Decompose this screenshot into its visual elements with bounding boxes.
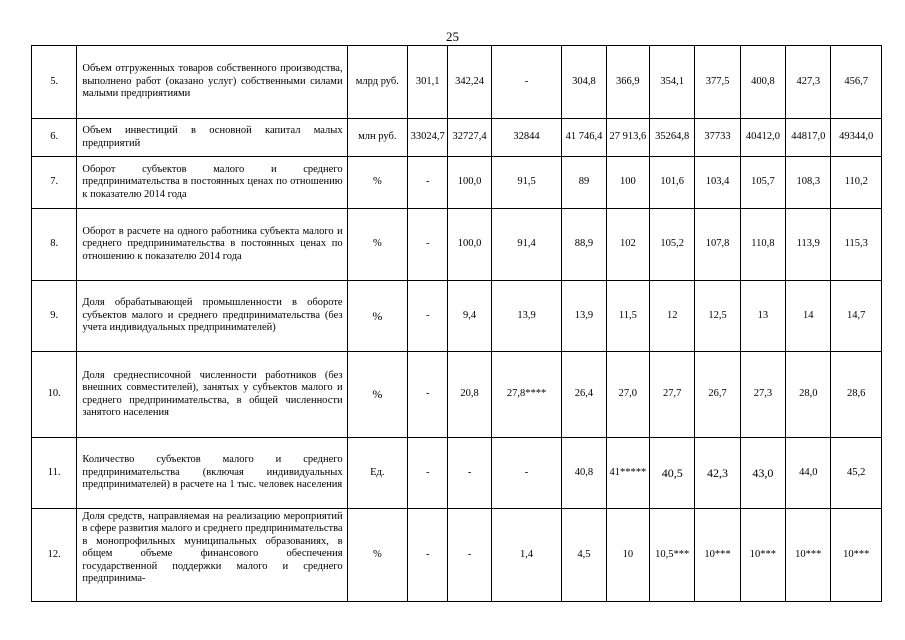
value-cell: 456,7 [831,46,882,119]
value-cell: 103,4 [695,157,740,209]
row-number: 8. [32,209,77,281]
value-cell: 110,8 [740,209,785,281]
value-cell: 100,0 [448,157,491,209]
unit-cell: % [347,352,407,438]
value-cell: - [408,281,448,352]
indicator-name: Доля среднесписочной численности работников (без внешних совместителей), занятых у субъектов малого и среднего предпринимательства, в общей численности занятого населения [77,352,347,438]
indicator-name: Оборот в расчете на одного работника субъекта малого и среднего предпринимательства в постоянных ценах по отношению к показателю 2014 года [77,209,347,281]
row-number: 5. [32,46,77,119]
value-cell: 40412,0 [740,119,785,157]
value-cell: 1,4 [491,509,562,602]
value-cell: 26,7 [695,352,740,438]
table-row [32,46,882,119]
indicator-name: Объем отгруженных товаров собственного производства, выполнено работ (оказано услуг) собственными силами малыми предприятиями [77,46,347,119]
value-cell: 4,5 [562,509,606,602]
table-row [32,209,882,281]
unit-cell: млрд руб. [347,46,407,119]
value-cell: 113,9 [786,209,831,281]
row-number: 11. [32,438,77,509]
value-cell: 108,3 [786,157,831,209]
unit-cell: % [347,509,407,602]
row-number: 9. [32,281,77,352]
table-row [32,352,882,438]
value-cell: 28,0 [786,352,831,438]
value-cell: 44817,0 [786,119,831,157]
row-number: 10. [32,352,77,438]
value-cell: 427,3 [786,46,831,119]
value-cell: 27,7 [650,352,695,438]
value-cell: 41***** [606,438,649,509]
value-cell: 366,9 [606,46,649,119]
value-cell: 105,7 [740,157,785,209]
value-cell: - [448,509,491,602]
value-cell: 100 [606,157,649,209]
value-cell: 342,24 [448,46,491,119]
value-cell: 45,2 [831,438,882,509]
value-cell: 12 [650,281,695,352]
table-row [32,281,882,352]
value-cell: 26,4 [562,352,606,438]
value-cell: - [408,209,448,281]
value-cell: 107,8 [695,209,740,281]
row-number: 12. [32,509,77,602]
row-number: 7. [32,157,77,209]
value-cell: 32727,4 [448,119,491,157]
value-cell: 27,8**** [491,352,562,438]
value-cell: 27 913,6 [606,119,649,157]
value-cell: 40,8 [562,438,606,509]
value-cell: 91,5 [491,157,562,209]
value-cell: 304,8 [562,46,606,119]
value-cell: 37733 [695,119,740,157]
value-cell: - [491,438,562,509]
table-row [32,509,882,602]
value-cell: 10*** [695,509,740,602]
indicator-name: Доля обрабатывающей промышленности в обороте субъектов малого и среднего предпринимательства (без учета индивидуальных предпринимателей) [77,281,347,352]
unit-cell: млн руб. [347,119,407,157]
indicator-name: Количество субъектов малого и среднего предпринимательства (включая индивидуальных предпринимателей) в расчете на 1 тыс. человек населения [77,438,347,509]
value-cell: 115,3 [831,209,882,281]
value-cell: 12,5 [695,281,740,352]
value-cell: - [408,157,448,209]
value-cell: 14 [786,281,831,352]
value-cell: 28,6 [831,352,882,438]
value-cell: 27,3 [740,352,785,438]
row-number: 6. [32,119,77,157]
value-cell: 10,5*** [650,509,695,602]
value-cell: 49344,0 [831,119,882,157]
indicator-name: Объем инвестиций в основной капитал малых предприятий [77,119,347,157]
value-cell: 9,4 [448,281,491,352]
unit-cell: % [347,281,407,352]
value-cell: 33024,7 [408,119,448,157]
value-cell: 44,0 [786,438,831,509]
indicators-table [31,45,882,602]
value-cell: 110,2 [831,157,882,209]
value-cell: 32844 [491,119,562,157]
value-cell: 41 746,4 [562,119,606,157]
value-cell: 43,0 [740,438,785,509]
value-cell: 101,6 [650,157,695,209]
value-cell: 100,0 [448,209,491,281]
value-cell: 400,8 [740,46,785,119]
value-cell: 10*** [786,509,831,602]
value-cell: - [408,438,448,509]
value-cell: 88,9 [562,209,606,281]
value-cell: 13,9 [491,281,562,352]
unit-cell: % [347,209,407,281]
value-cell: 13,9 [562,281,606,352]
table-row [32,438,882,509]
value-cell: - [448,438,491,509]
unit-cell: Ед. [347,438,407,509]
value-cell: - [408,509,448,602]
table-row [32,119,882,157]
value-cell: 27,0 [606,352,649,438]
value-cell: 13 [740,281,785,352]
indicator-name: Доля средств, направляемая на реализацию мероприятий в сфере развития малого и среднего предпринимательства в монопрофильных муниципальных образованиях, в общем объеме финансового обеспечения государственной поддержки малого и среднего предпринима- [77,509,347,602]
value-cell: 10 [606,509,649,602]
value-cell: 11,5 [606,281,649,352]
value-cell: 35264,8 [650,119,695,157]
value-cell: 40,5 [650,438,695,509]
value-cell: - [408,352,448,438]
unit-cell: % [347,157,407,209]
indicator-name: Оборот субъектов малого и среднего предпринимательства в постоянных ценах по отношению к показателю 2014 года [77,157,347,209]
value-cell: 301,1 [408,46,448,119]
value-cell: 91,4 [491,209,562,281]
page-number: 25 [446,29,459,44]
value-cell: 20,8 [448,352,491,438]
value-cell: 10*** [831,509,882,602]
value-cell: 14,7 [831,281,882,352]
value-cell: 105,2 [650,209,695,281]
value-cell: 102 [606,209,649,281]
value-cell: 354,1 [650,46,695,119]
value-cell: 42,3 [695,438,740,509]
value-cell: 10*** [740,509,785,602]
value-cell: 377,5 [695,46,740,119]
value-cell: 89 [562,157,606,209]
value-cell: - [491,46,562,119]
table-row [32,157,882,209]
